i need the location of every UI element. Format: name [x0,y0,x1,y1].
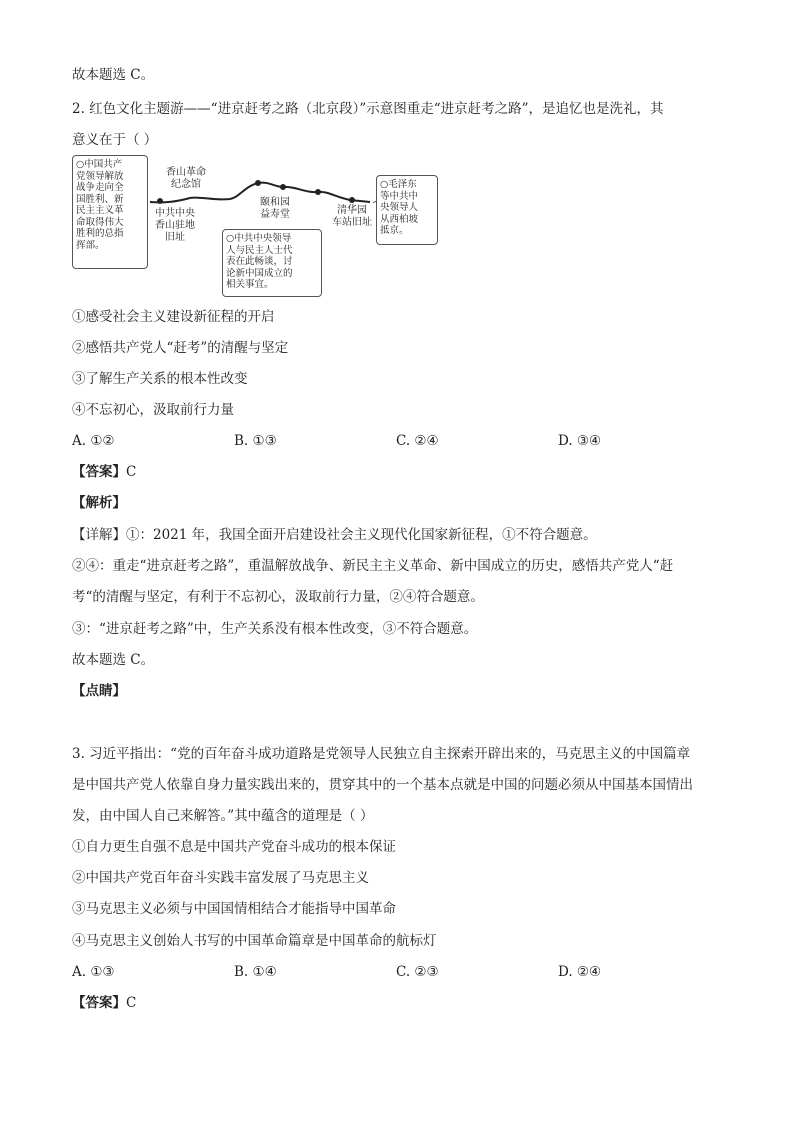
remark-label: 【点睛】 [72,683,126,699]
prev-conclusion: 故本题选 C。 [72,67,155,83]
route-node-qinghua [349,197,355,203]
q2-stem-line2: 意义在于（ ） [72,132,158,148]
q2-option-b: B. ①③ [234,433,277,449]
q3-item-4: ④马克思主义创始人书写的中国革命篇章是中国革命的航标灯 [72,933,437,949]
q3-item-2: ②中国共产党百年奋斗实践丰富发展了马克思主义 [72,870,369,886]
detail-text-1: ①：2021 年，我国全面开启建设社会主义现代化国家新征程，①不符合题意。 [126,527,597,543]
route-diagram [70,153,440,301]
answer-label: 【答案】 [72,995,126,1011]
route-node-yiheyuan [280,184,286,190]
q2-item-2: ②感悟共产党人“赶考”的清醒与坚定 [72,340,289,356]
q2-answer [72,463,136,481]
q3-item-1: ①自力更生自强不息是中国共产党奋斗成功的根本保证 [72,839,396,855]
q3-answer [72,994,136,1012]
q3-option-c: C. ②③ [396,964,439,980]
q3-stem-line2: 是中国共产党人依靠自身力量实践出来的，贯穿其中的一个基本点就是中国的问题必须从中国基本国情出 [72,777,693,793]
q3-stem-line1: 3. 习近平指出：“党的百年奋斗成功道路是党领导人民独立自主探索开辟出来的，马克思主义的中国篇章 [72,746,691,762]
label-zhonggong-xiangshan: 中共中央 香山驻地 旧址 [155,208,195,243]
answer-label: 【答案】 [72,464,126,480]
label-xiangshan-memorial: 香山革命 纪念馆 [166,167,206,190]
q3-option-b: B. ①④ [234,964,277,980]
q2-detail-2b: 考“的清醒与坚定，有利于不忘初心，汲取前行力量，②④符合题意。 [72,589,484,605]
q2-item-4: ④不忘初心，汲取前行力量 [72,402,234,418]
q2-detail-1 [72,526,597,544]
analysis-label: 【解析】 [72,495,126,511]
route-node-1 [255,180,261,186]
q2-item-1: ①感受社会主义建设新征程的开启 [72,309,275,325]
q2-item-3: ③了解生产关系的根本性改变 [72,371,248,387]
label-qinghua-station: 清华园 车站旧址 [332,205,372,228]
route-node-xiangshan [157,198,163,204]
detail-label: 【详解】 [72,527,126,543]
q2-stem-line1: 2. 红色文化主题游——“进京赶考之路（北京段）”示意图重走“进京赶考之路”，是追忆也是洗礼，其 [72,101,664,117]
q3-option-d: D. ②④ [558,964,602,980]
q2-option-c: C. ②④ [396,433,439,449]
q3-stem-line3: 发，由中国人自己来解答。”其中蕴含的道理是（ ） [72,808,374,824]
answer-value: C [126,464,137,480]
answer-value: C [126,995,137,1011]
q3-item-3: ③马克思主义必须与中国国情相结合才能指导中国革命 [72,901,396,917]
route-node-2 [315,189,321,195]
q2-option-d: D. ③④ [558,433,602,449]
q2-detail-3: ③：“进京赶考之路”中，生产关系没有根本性改变，③不符合题意。 [72,621,478,637]
q2-option-a: A. ①② [72,433,115,449]
label-yiheyuan: 颐和园 益寿堂 [260,197,290,220]
info-box-left: ○中国共产 党领导解放 战争走向全 国胜利、新 民主主义革 命取得伟大 胜利的总指 挥部。 [72,155,148,269]
info-box-middle: ○中共中央领导 人与民主人士代 表在此畅谈，讨 论新中国成立的 相关事宜。 [222,229,322,297]
q2-detail-2a: ②④：重走“进京赶考之路”，重温解放战争、新民主主义革命、新中国成立的历史，感悟共产党人“赶 [72,558,674,574]
q2-conclusion: 故本题选 C。 [72,652,155,668]
info-box-right: ○毛泽东 等中共中 央领导人 从西柏坡 抵京。 [376,175,438,245]
q3-option-a: A. ①③ [72,964,115,980]
